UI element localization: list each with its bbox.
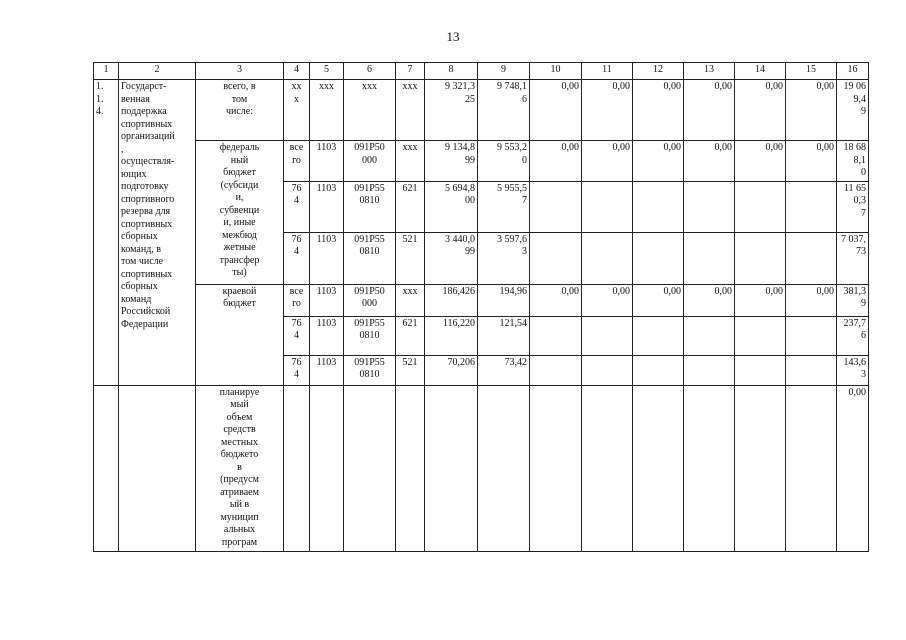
cell-c12 — [633, 232, 684, 284]
cell-c16: 19 069,4 9 — [837, 80, 869, 141]
col-header-14: 14 — [735, 63, 786, 80]
cell-c15 — [786, 181, 837, 232]
cell-c5: 1103 — [310, 316, 344, 355]
col-header-5: 5 — [310, 63, 344, 80]
cell-c4: 76 4 — [284, 355, 310, 385]
item-number: 1. 1. 4. — [94, 80, 119, 386]
cell-c5: 1103 — [310, 232, 344, 284]
cell-c16: 0,00 — [837, 385, 869, 551]
cell-c10 — [530, 355, 582, 385]
col-header-16: 16 — [837, 63, 869, 80]
cell-c8 — [425, 385, 478, 551]
cell-c6: ххх — [344, 80, 396, 141]
cell-c15 — [786, 316, 837, 355]
cell-c13 — [684, 385, 735, 551]
col-header-7: 7 — [396, 63, 425, 80]
page-number: 13 — [446, 29, 460, 44]
col-header-13: 13 — [684, 63, 735, 80]
cell-c6: 091P55 0810 — [344, 181, 396, 232]
col-header-8: 8 — [425, 63, 478, 80]
source-cell: краевой бюджет — [196, 284, 284, 385]
cell-c4: 76 4 — [284, 316, 310, 355]
cell-c9: 5 955,5 7 — [478, 181, 530, 232]
col-header-3: 3 — [196, 63, 284, 80]
col-header-6: 6 — [344, 63, 396, 80]
cell-c7: ххх — [396, 80, 425, 141]
col-header-12: 12 — [633, 63, 684, 80]
cell-c5: 1103 — [310, 284, 344, 316]
cell-c10 — [530, 385, 582, 551]
cell-c14 — [735, 316, 786, 355]
table-row — [94, 385, 869, 551]
cell-c7: 521 — [396, 355, 425, 385]
cell-c9: 9 748,1 6 — [478, 80, 530, 141]
cell-c14 — [735, 181, 786, 232]
cell-c6: 091P55 0810 — [344, 355, 396, 385]
cell-c16: 237,76 — [837, 316, 869, 355]
cell-c13: 0,00 — [684, 80, 735, 141]
cell-c14: 0,00 — [735, 80, 786, 141]
cell-c5: 1103 — [310, 141, 344, 182]
cell-c16: 381,39 — [837, 284, 869, 316]
cell-c10 — [530, 232, 582, 284]
cell-c15 — [786, 355, 837, 385]
cell-c16: 18 688,1 0 — [837, 141, 869, 182]
cell-c10: 0,00 — [530, 141, 582, 182]
cell-c13 — [684, 316, 735, 355]
cell-c11 — [582, 181, 633, 232]
cell-c9: 3 597,6 3 — [478, 232, 530, 284]
cell-c14 — [735, 232, 786, 284]
cell-c4: 76 4 — [284, 181, 310, 232]
cell-c6 — [344, 385, 396, 551]
col-header-11: 11 — [582, 63, 633, 80]
cell-c14 — [735, 385, 786, 551]
cell-c10: 0,00 — [530, 80, 582, 141]
cell-c15: 0,00 — [786, 80, 837, 141]
source-cell: планируе мый объем средств местных бюджето в (предусм атриваем ый в муницип альных програм — [196, 385, 284, 551]
cell-c12 — [633, 181, 684, 232]
cell-c7 — [396, 385, 425, 551]
source-cell: федераль ный бюджет (субсиди и, субвенци и, иные межбюд жетные трансфер ты) — [196, 141, 284, 285]
cell-c16: 7 037,73 — [837, 232, 869, 284]
cell-c12: 0,00 — [633, 141, 684, 182]
cell-c4: все го — [284, 284, 310, 316]
empty-cell — [94, 385, 119, 551]
cell-c7: 621 — [396, 316, 425, 355]
cell-c4: хх х — [284, 80, 310, 141]
cell-c10: 0,00 — [530, 284, 582, 316]
table-row — [94, 141, 869, 182]
col-header-15: 15 — [786, 63, 837, 80]
cell-c15 — [786, 385, 837, 551]
col-header-2: 2 — [119, 63, 196, 80]
cell-c8: 5 694,8 00 — [425, 181, 478, 232]
cell-c14: 0,00 — [735, 284, 786, 316]
cell-c14: 0,00 — [735, 141, 786, 182]
empty-cell — [119, 385, 196, 551]
cell-c16: 11 650,3 7 — [837, 181, 869, 232]
table-row — [94, 284, 869, 316]
cell-c15: 0,00 — [786, 284, 837, 316]
cell-c4 — [284, 385, 310, 551]
cell-c10 — [530, 316, 582, 355]
cell-c7: 621 — [396, 181, 425, 232]
cell-c14 — [735, 355, 786, 385]
cell-c9: 194,96 — [478, 284, 530, 316]
cell-c5: 1103 — [310, 355, 344, 385]
cell-c4: 76 4 — [284, 232, 310, 284]
col-header-1: 1 — [94, 63, 119, 80]
cell-c5: 1103 — [310, 181, 344, 232]
cell-c6: 091P50 000 — [344, 141, 396, 182]
cell-c13 — [684, 355, 735, 385]
cell-c8: 3 440,0 99 — [425, 232, 478, 284]
cell-c13: 0,00 — [684, 141, 735, 182]
cell-c6: 091P55 0810 — [344, 316, 396, 355]
cell-c10 — [530, 181, 582, 232]
cell-c13 — [684, 181, 735, 232]
cell-c12 — [633, 316, 684, 355]
col-header-4: 4 — [284, 63, 310, 80]
cell-c7: ххх — [396, 141, 425, 182]
cell-c11 — [582, 316, 633, 355]
source-cell: всего, в том числе: — [196, 80, 284, 141]
cell-c8: 9 134,8 99 — [425, 141, 478, 182]
column-numbers-row — [94, 63, 869, 80]
cell-c11: 0,00 — [582, 141, 633, 182]
cell-c6: 091P55 0810 — [344, 232, 396, 284]
cell-c13 — [684, 232, 735, 284]
cell-c8: 186,426 — [425, 284, 478, 316]
cell-c11: 0,00 — [582, 284, 633, 316]
cell-c9 — [478, 385, 530, 551]
cell-c11 — [582, 385, 633, 551]
cell-c9: 73,42 — [478, 355, 530, 385]
item-name: Государст- венная поддержка спортивных организаций , осуществля- ющих подготовку спортивного резерва для спортивных сборных команд, в том числе спортивных сборных команд Российской Федерации — [119, 80, 196, 386]
cell-c9: 9 553,2 0 — [478, 141, 530, 182]
cell-c5 — [310, 385, 344, 551]
cell-c8: 116,220 — [425, 316, 478, 355]
cell-c6: 091P50 000 — [344, 284, 396, 316]
col-header-10: 10 — [530, 63, 582, 80]
cell-c4: все го — [284, 141, 310, 182]
cell-c11 — [582, 355, 633, 385]
col-header-9: 9 — [478, 63, 530, 80]
cell-c7: 521 — [396, 232, 425, 284]
cell-c12 — [633, 385, 684, 551]
cell-c8: 70,206 — [425, 355, 478, 385]
cell-c12 — [633, 355, 684, 385]
cell-c9: 121,54 — [478, 316, 530, 355]
cell-c15 — [786, 232, 837, 284]
cell-c7: ххх — [396, 284, 425, 316]
cell-c13: 0,00 — [684, 284, 735, 316]
cell-c16: 143,63 — [837, 355, 869, 385]
cell-c12: 0,00 — [633, 80, 684, 141]
cell-c8: 9 321,3 25 — [425, 80, 478, 141]
budget-table — [93, 62, 869, 552]
table-row — [94, 80, 869, 141]
cell-c12: 0,00 — [633, 284, 684, 316]
cell-c11: 0,00 — [582, 80, 633, 141]
cell-c15: 0,00 — [786, 141, 837, 182]
cell-c11 — [582, 232, 633, 284]
cell-c5: ххх — [310, 80, 344, 141]
